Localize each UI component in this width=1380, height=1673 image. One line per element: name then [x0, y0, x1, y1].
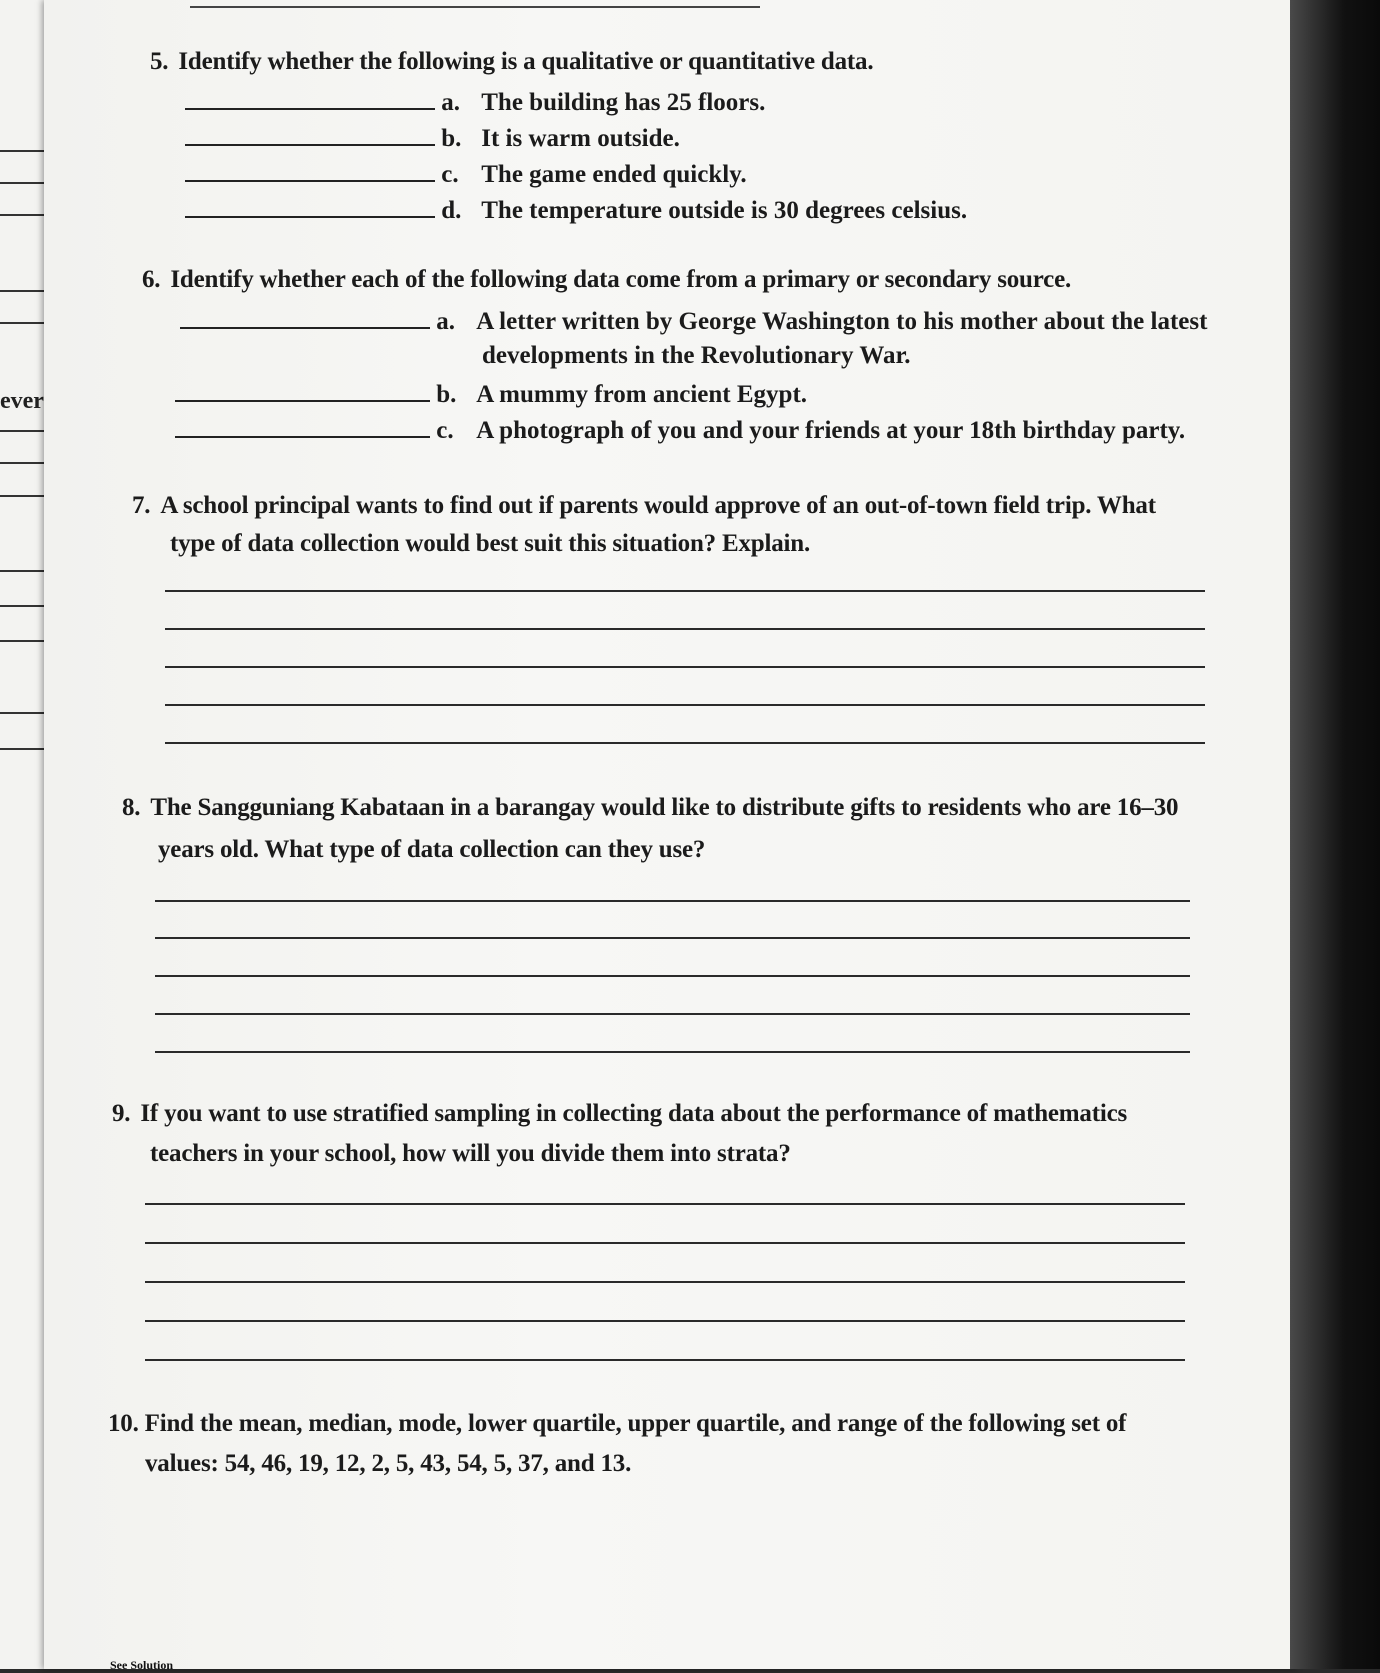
page-shadow — [1290, 0, 1380, 1669]
question-5 — [150, 44, 873, 80]
question-text: The Sangguniang Kabataan in a barangay would like to distribute gifts to residents who are 16–30 — [150, 794, 1179, 821]
question-10 — [108, 1406, 1126, 1442]
question-number: 9. — [112, 1100, 131, 1127]
question-text: A school principal wants to find out if parents would approve of an out-of-town field trip. What — [160, 492, 1156, 519]
answer-blank[interactable] — [185, 194, 435, 218]
question-6 — [142, 262, 1071, 298]
question-text: Find the mean, median, mode, lower quartile, upper quartile, and range of the following set of — [144, 1410, 1127, 1437]
question-9 — [112, 1096, 1127, 1132]
q6-item-a-continued: developments in the Revolutionary War. — [482, 342, 911, 369]
question-number: 5. — [150, 48, 169, 75]
answer-line[interactable] — [165, 590, 1205, 592]
question-9-line2: teachers in your school, how will you divide them into strata? — [150, 1140, 791, 1167]
question-8-line2: years old. What type of data collection can they use? — [158, 836, 706, 863]
q6-item-a: a. A letter written by George Washington to his mother about the latest — [180, 305, 1207, 336]
answer-line[interactable] — [145, 1281, 1185, 1283]
answer-line[interactable] — [165, 628, 1205, 630]
question-number: 7. — [132, 492, 151, 519]
answer-line[interactable] — [155, 1051, 1190, 1053]
top-rule — [190, 6, 760, 8]
answer-blank[interactable] — [185, 158, 435, 182]
answer-line[interactable] — [145, 1242, 1185, 1244]
q5-item-c: c. The game ended quickly. — [185, 158, 747, 189]
answer-line[interactable] — [155, 1013, 1190, 1015]
answer-blank[interactable] — [175, 414, 430, 438]
answer-line[interactable] — [155, 900, 1190, 902]
answer-line[interactable] — [145, 1203, 1185, 1205]
answer-line[interactable] — [165, 704, 1205, 706]
question-7-line2: type of data collection would best suit this situation? Explain. — [170, 530, 811, 557]
q6-item-b: b. A mummy from ancient Egypt. — [175, 378, 807, 409]
answer-blank[interactable] — [185, 122, 435, 146]
question-text: Identify whether the following is a qualitative or quantitative data. — [178, 48, 874, 75]
question-number: 10. — [108, 1410, 139, 1437]
question-text: If you want to use stratified sampling in collecting data about the performance of mathematics — [140, 1100, 1128, 1127]
question-10-line2: values: 54, 46, 19, 12, 2, 5, 43, 54, 5, 37, and 13. — [145, 1450, 632, 1477]
q5-item-a: a. The building has 25 floors. — [185, 86, 765, 117]
question-7 — [132, 488, 1156, 524]
q5-item-b: b. It is warm outside. — [185, 122, 680, 153]
answer-blank[interactable] — [180, 305, 430, 329]
q6-item-c: c. A photograph of you and your friends at your 18th birthday party. — [175, 414, 1185, 445]
answer-line[interactable] — [145, 1320, 1185, 1322]
back-sheet-word: ever — [0, 388, 44, 414]
answer-line[interactable] — [155, 937, 1190, 939]
answer-line[interactable] — [145, 1359, 1185, 1361]
question-number: 6. — [142, 266, 161, 293]
answer-blank[interactable] — [175, 378, 430, 402]
question-8 — [122, 790, 1178, 826]
question-number: 8. — [122, 794, 141, 821]
answer-blank[interactable] — [185, 86, 435, 110]
question-text: Identify whether each of the following data come from a primary or secondary source. — [170, 266, 1072, 293]
answer-line[interactable] — [165, 742, 1205, 744]
answer-line[interactable] — [165, 666, 1205, 668]
q5-item-d: d. The temperature outside is 30 degrees celsius. — [185, 194, 967, 225]
footer-fragment: See Solution — [110, 1658, 174, 1672]
answer-line[interactable] — [155, 975, 1190, 977]
